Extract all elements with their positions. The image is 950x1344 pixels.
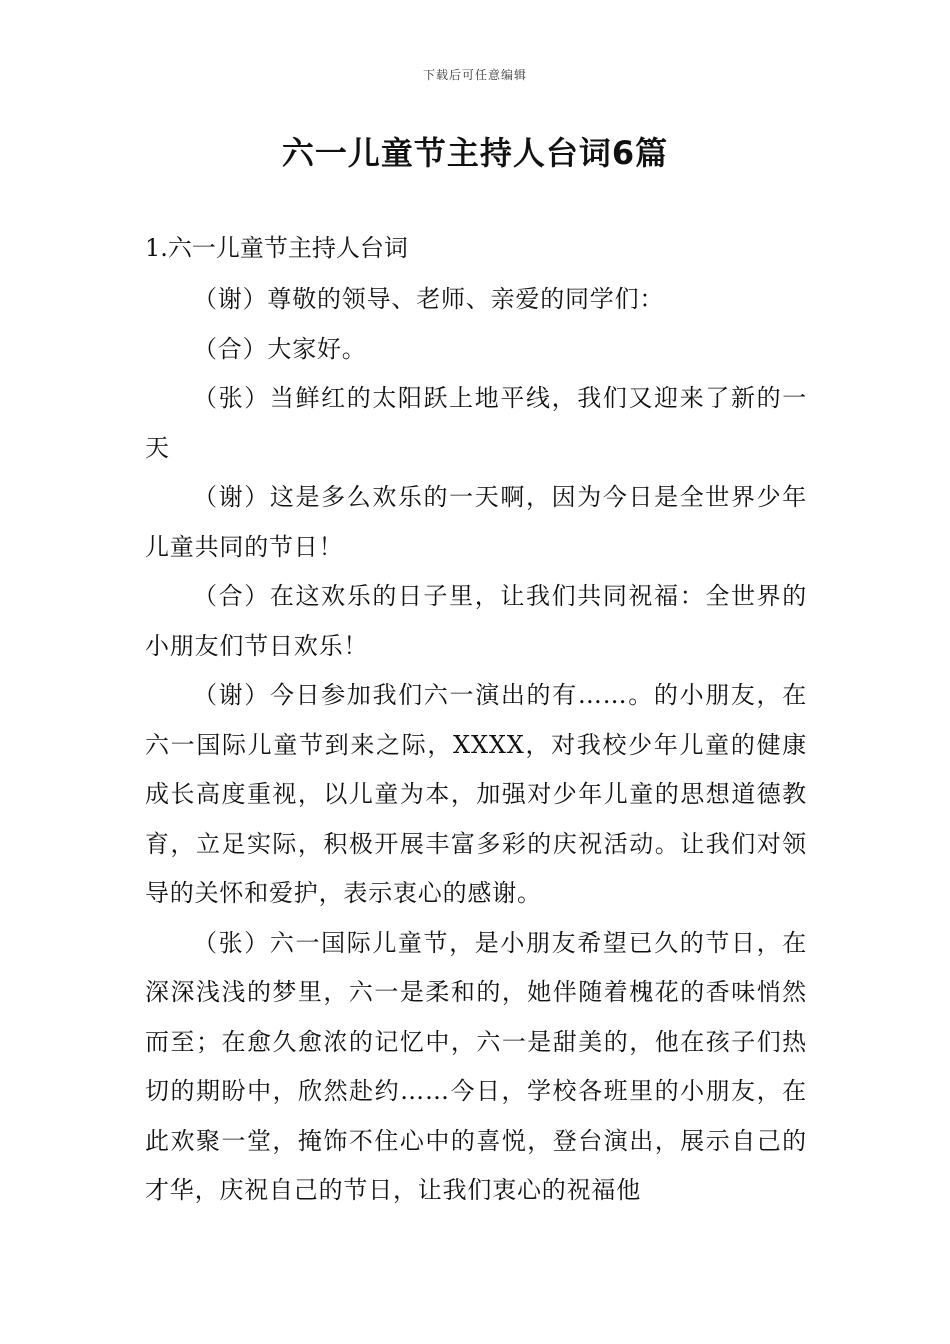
paragraph: （谢）这是多么欢乐的一天啊，因为今日是全世界少年儿童共同的节日！ xyxy=(145,483,807,561)
section-heading: 1.六一儿童节主持人台词 xyxy=(145,234,408,262)
paragraph: （谢）今日参加我们六一演出的有……。的小朋友，在六一国际儿童节到来之际，XXXX，对我校少年儿童的健康成长高度重视，以儿童为本，加强对少年儿童的思想道德教育，立足实际，积极开展丰富多彩的庆祝活动。让我们对领导的关怀和爱护，表示衷心的感谢。 xyxy=(145,681,807,907)
document-body xyxy=(145,275,807,1216)
document-title: 六一儿童节主持人台词6篇 xyxy=(281,134,669,172)
paragraph: （张）六一国际儿童节，是小朋友希望已久的节日，在深深浅浅的梦里，六一是柔和的，她伴随着槐花的香味悄然而至；在愈久愈浓的记忆中，六一是甜美的，他在孩子们热切的期盼中，欣然赴约……今日，学校各班里的小朋友，在此欢聚一堂，掩饰不住心中的喜悦，登台演出，展示自己的才华，庆祝自己的节日，让我们衷心的祝福他 xyxy=(145,928,807,1204)
paragraph: （谢）尊敬的领导、老师、亲爱的同学们： xyxy=(193,285,665,313)
page-header: 下载后可任意编辑 xyxy=(422,68,527,82)
paragraph: （张）当鲜红的太阳跃上地平线，我们又迎来了新的一天 xyxy=(145,384,807,462)
paragraph: （合）在这欢乐的日子里，让我们共同祝福：全世界的小朋友们节日欢乐！ xyxy=(145,582,807,660)
paragraph: （合）大家好。 xyxy=(193,334,367,363)
